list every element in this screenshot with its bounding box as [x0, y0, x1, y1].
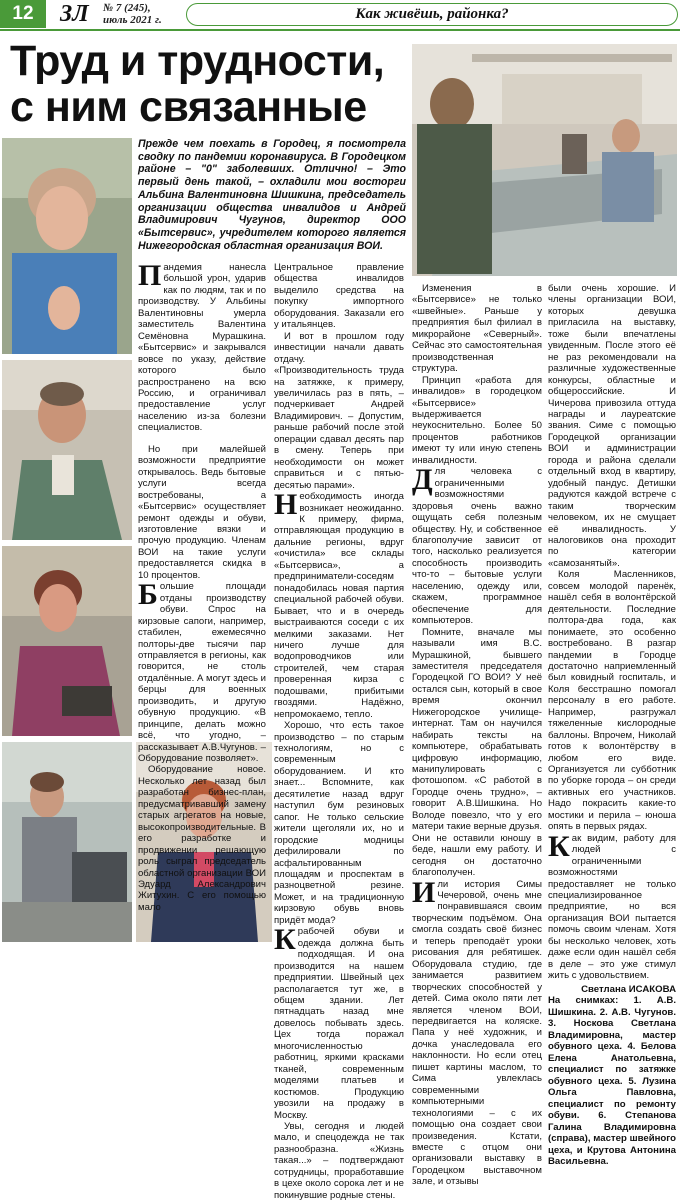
drop-cap: Б: [138, 578, 158, 612]
article-lead: Прежде чем поехать в Городец, я посмотрела сводку по пандемии коронавируса. В Городецком районе – "0" заболевших. Отлично! – Это первый день такой, – охладили мои восторги Альбина Валентиновна Шишкина, председатель организации общества инвалидов и Андрей Владимирович Чугунов, директор ООО «Бытсервис», учредителем которого является Нижегородская областная организация ВОИ.: [138, 138, 406, 252]
drop-cap: Н: [274, 488, 298, 522]
photo-sewing-workshop: [412, 44, 677, 276]
paragraph: рабочей обуви и одежда должна быть подходящая. И она производится на нашем предприятии. Швейный цех располагается тут же, в общем здании. Лет пятнадцать назад мне довелось побывать здесь. Цех тогда поражал многочисленностью работниц, яркими красками тканей, современным моделями платьев и костюмов. Продукцию увозили на продажу в Москву.: [274, 926, 404, 1121]
paragraph: Помните, вначале мы называли имя В.С. Мурашкиной, бывшего заместителя председателя Городецкой ГО ВОИ? У неё остался сын, который в свое время окончил Нижегородское училище-интернат. Там он научился набирать тексты на компьютере, обрабатывать цифровую информацию, манипулировать с фотошопом. «С работой в Городце очень трудно», – говорит А.В.Шишкина. Но Володе повезло, что у его матери такие верные друзья. Они не оставили юношу в беде, нашли ему работу. И сегодня он достаточно благополучен.: [412, 626, 542, 879]
drop-cap: К: [274, 923, 296, 957]
paragraph: И вот в прошлом году инвестиции начали давать отдачу. «Производительность труда на затяжке, к примеру, увеличилась раз в пять, – подчеркивает Андрей Владимирович. – Допустим, раньше рабочий после этой операции сдавал десять пар в смену. Теперь при необходимости он может справиться и с пятью-десятью парами».: [274, 330, 404, 491]
drop-cap: К: [548, 829, 570, 863]
paragraph: Изменения в «Бытсервисе» не только «швейные». Раньше у предприятия был филиал в микрорайоне «Северный». Сейчас это самостоятельная производственная структура.: [412, 283, 542, 375]
paragraph: Но при малейшей возможности предприятие открывалось. Ведь бытовые услуги всегда востребованы, а «Бытсервис» осуществляет ремонт одежды и обуви, изготовление вязки и прочую продукцию. Членам ВОИ на такие услуги предоставляется скидка в 10 процентов.: [138, 443, 266, 581]
drop-cap: П: [138, 259, 162, 292]
drop-cap: Д: [412, 463, 433, 497]
rubric-title: Как живёшь, районка?: [186, 3, 678, 26]
page-number: 12: [0, 0, 46, 28]
paragraph: ак видим, работу для людей с ограниченными возможностями предоставляет не только специализированное предприятие, но вся организация ВОИ пытается помочь своим членам. Хотя бы несколько человек, хоть даже если один нашёл себя в деле – это уже стимул жить с удовольствием.: [548, 832, 676, 982]
newspaper-logo: ЗЛ: [60, 1, 89, 27]
paragraph: Оборудование новое. Несколько лет назад был разработан бизнес-план, предусматривавший замену старых агрегатов на новые, высокопроизводительные. В его разработке и продвижении решающую роль сыграл председатель областной организации ВОИ Эдуард Александрович Житухин. С его помощью мало: [138, 764, 266, 913]
paragraph: андемия нанесла большой урон, ударив как по людям, так и по производству. У Альбины Валентиновны умерла заместитель Валентина Семёновна Мурашкина. «Бытсервис» и закрывался вовсе по указу, действие которого было распространено на всю Россию, и ограничивал предоставление услуг населению из-за болезни специалистов.: [138, 262, 266, 434]
article-headline: Труд и трудности, с ним связанные: [10, 37, 385, 131]
text-column-4: [548, 283, 676, 1168]
paragraph: Хорошо, что есть такое производство – по старым технологиям, но с современным оборудованием. И кто знает... Вспомните, как десятилетие назад вдруг наступил бум резиновых сапог. Не только сельские жители щеголяли их, но и городские модницы дефилировали по асфальтированным площадям и проспектам в разноцветной резине. Может, и на традиционную кирзовую обувь вновь придёт мода?: [274, 720, 404, 926]
paragraph: были очень хорошие. И члены организации ВОИ, которых девушка пригласила на выставку, тоже были впечатлены увиденным. После этого её не раз рекомендовали на различные художественные конкурсы, областные и общероссийские. И Чичерова привозила оттуда награды и лауреатские звания. Симе с помощью Городецкой организации ВОИ и администрации города и района сделали отдельный вход в квартиру, удобный пандус. Детишки радуются каждой встрече с таким творческим человеком, их не смущает её инвалидность. У налоговиков она проходит по категории «самозанятый».: [548, 283, 676, 569]
paragraph: Коля Масленников, совсем молодой паренёк, нашёл себя в волонтёрской деятельности. Последние полтора-два года, как понимаете, это особенно востребовано. В разгар пандемии в Городце достаточно наприемленный был ковидный госпиталь, и Коля бесстрашно помогал персоналу в его работе. Например, разгружал тяжеленные кислородные баллоны. Впрочем, Николай готов к волонтёрству в любом его виде. Организуется ли субботник по уборке города – он среди активных его участников. Надо покрасить какие-то мостики и перила – юноша опять в первых рядах.: [548, 569, 676, 833]
paragraph: еобходимость иногда возникает неожиданно. К примеру, фирма, отправляющая продукцию в дальние регионы, вдруг «очистила» все склады «Бытсервиса», а предприниматели-соседям понадобилась новая партия специальной рабочей обуви. Бывает, что и в очередь выстраиваются соседи с их мелкими заказами. Нет ничего лучше для водопроводчиков или строителей, чем старая проверенная кирза с подошвами, прибитыми гвоздями. Надёжно, непромокаемо, тепло.: [274, 491, 404, 720]
paragraph: Принцип «работа для инвалидов» в городецком «Бытсервисе» выдерживается неукоснительно. Более 50 процентов работников имеют ту или иную степень инвалидности.: [412, 374, 542, 466]
paragraph: Увы, сегодня и людей мало, и спецодежда не так разнообразна. «Жизнь такая...» – подтверждают сотрудницы, проработавшие в цехе около сорока лет и не покинувшие родные стены.: [274, 1120, 404, 1201]
header-divider: [0, 29, 680, 31]
paragraph: ля человека с ограниченными возможностями здоровья очень важно ощущать себя полезным обществу. Ну, и собственное благополучие зависит от того, насколько реализуется способность производить что-то – бытовые услуги населению, одежду или, скажем, программное обеспечение для компьютеров.: [412, 466, 542, 627]
issue-info: [103, 2, 162, 26]
paragraph: Центральное правление общества инвалидов выделило средства на покупку импортного оборудования. Заказали его у итальянцев.: [274, 262, 404, 331]
author-signature: Светлана ИСАКОВА: [581, 983, 676, 995]
text-column-2: [274, 262, 404, 1201]
photo-belova: [2, 742, 132, 942]
text-column-3: [412, 283, 542, 1188]
text-column-1: [138, 259, 266, 913]
photo-shishkina: [2, 138, 132, 354]
drop-cap: И: [412, 875, 436, 909]
photo-chugunov: [2, 360, 132, 540]
issue-number: № 7 (245),: [103, 2, 151, 14]
photo-captions: На снимках: 1. А.В. Шишкина. 2. А.В. Чугунов. 3. Носкова Светлана Владимировна, мастер обувного цеха. 4. Белова Елена Анатольевна, специалист по затяжке обувного цеха. 5. Лузина Ольга Павловна, специалист по ремонту обуви. 6. Степанова Галина Владимировна (справа), мастер швейного цеха, и Крутова Антонина Васильевна.: [548, 995, 676, 1168]
paragraph: ли история Симы Чечеровой, очень мне понравившаяся своим творческим подъёмом. Она смогла создать своё бизнес и теперь преподаёт уроки рисования для ребятишек. Оборудовала студию, где занимается развитием творческих способностей у детей. Сима около пяти лет является членом ВОИ, передвигается на коляске. Папа у неё художник, и дочка унаследовала его наклонности. Но если отец пишет картины маслом, то Сима увлеклась современными компьютерными технологиями – с их помощью она создает свои произведения. Кстати, вместе с отцом они организовали выставку в Городецком выставочном зале, и отзывы: [412, 878, 542, 1188]
photo-noskova: [2, 546, 132, 736]
issue-date: июль 2021 г.: [103, 14, 162, 26]
paragraph: ольшие площади отданы производству обуви. Спрос на кирзовые сапоги, например, стабилен, ежемесячно полторы-две тысячи пар отправляется в регионы, как говорится, не столь отдалённые. А могут здесь и берцы для военных производить, и другую обувную продукцию. «В принципе, делать можно всё, что угодно, – рассказывает А.В.Чугунов. – Оборудование позволяет».: [138, 581, 266, 765]
